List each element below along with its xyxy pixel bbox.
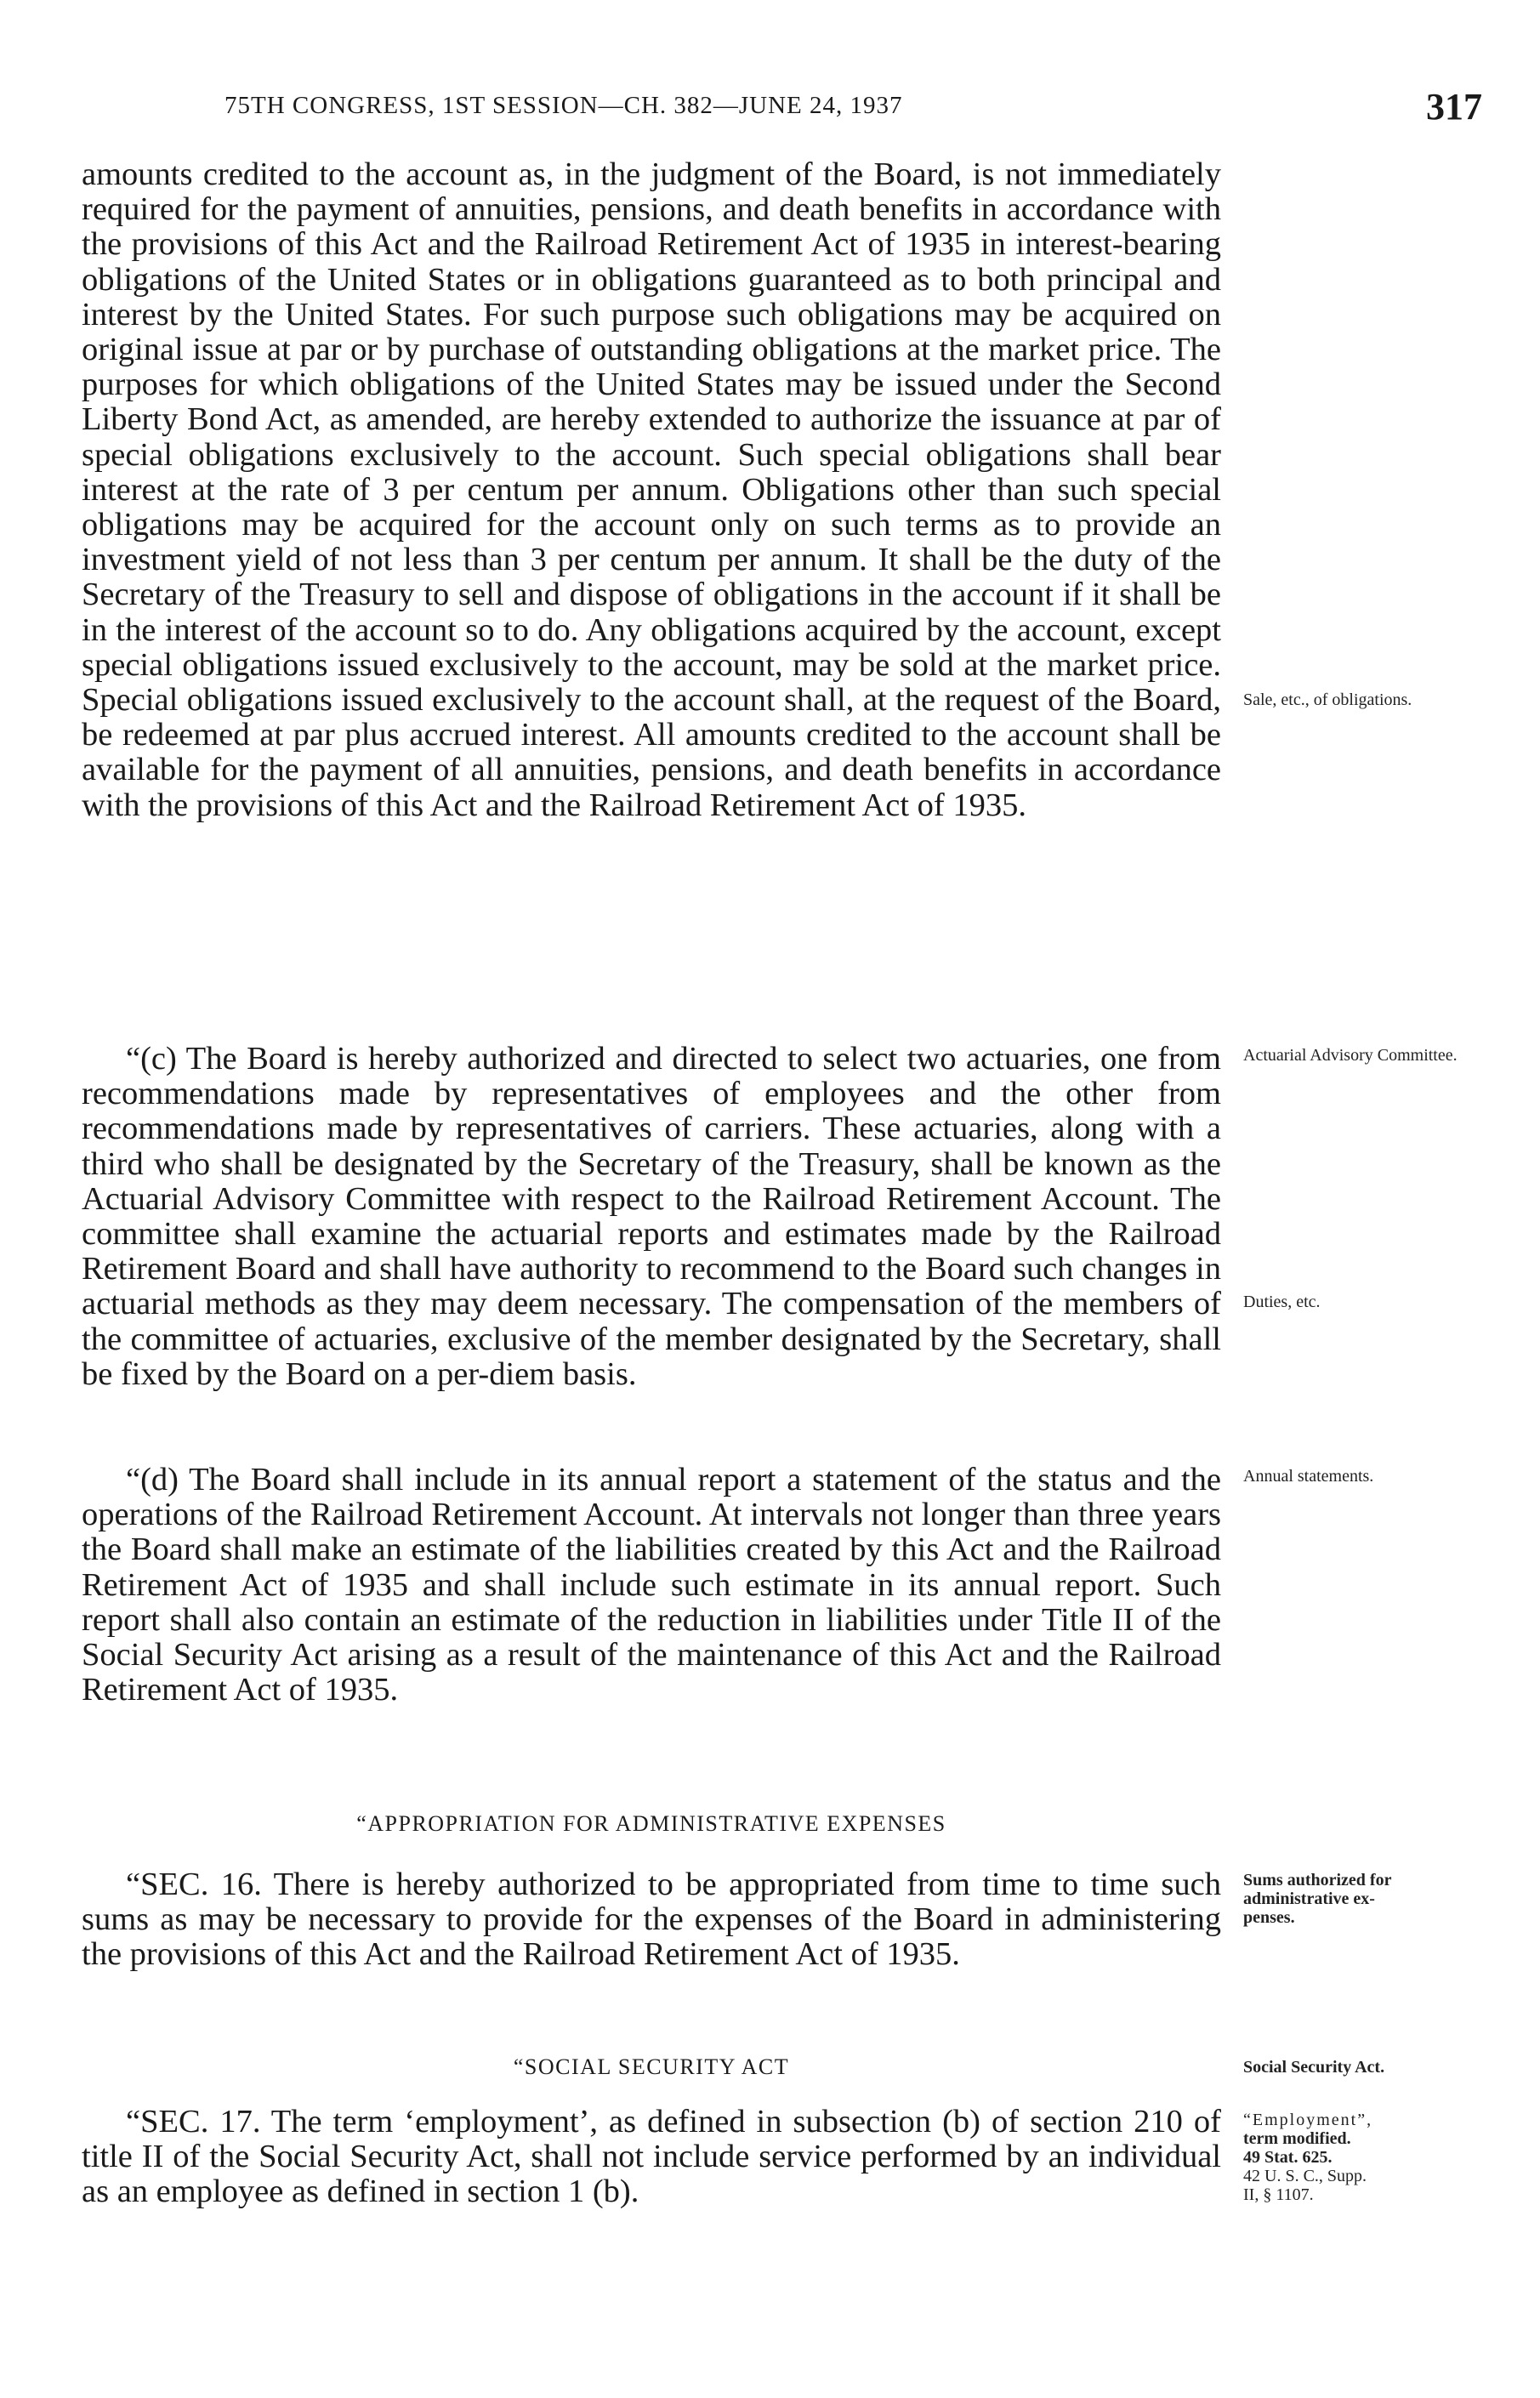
page-header bbox=[224, 86, 1489, 133]
section-17 bbox=[82, 2105, 1221, 2210]
section-16 bbox=[82, 1867, 1221, 1973]
margin-note-sums-line-1: Sums authorized for bbox=[1243, 1871, 1392, 1889]
margin-note-employment-line-1: “Employment”, bbox=[1243, 2111, 1373, 2129]
body-paragraph-continuation bbox=[82, 157, 1221, 823]
margin-note-social: Social Security Act. bbox=[1243, 2058, 1385, 2077]
margin-note-annual: Annual statements. bbox=[1243, 1467, 1374, 1486]
margin-note-sale: Sale, etc., of obligations. bbox=[1243, 690, 1412, 709]
section-17-text: “SEC. 17. The term ‘employment’, as defined in subsection (b) of section 210 of title II of the Social Security Act, shall not include service performed by an individual as an employee as defined in section 1 (b). bbox=[82, 2104, 1221, 2210]
page-number: 317 bbox=[1426, 86, 1482, 128]
continuation-text: amounts credited to the account as, in the judgment of the Board, is not immediately required for the payment of annuities, pensions, and death benefits in accordance with the provisions of this Act and the Railroad Retirement Act of 1935 in interest-bearing obligations of the United States or in obligations guaranteed as to both principal and interest by the United States. For such purpose such obligations may be acquired on original issue at par or by purchase of outstanding obligations at the market price. The purposes for which obligations of the United States may be issued under the Second Liberty Bond Act, as amended, are hereby extended to authorize the issuance at par of special obligations exclusively to the account. Such special obligations shall bear interest at the rate of 3 per centum per annum. Obligations other than such special obligations may be acquired for the account only on such terms as to provide an investment yield of not less than 3 per centum per annum. It shall be the duty of the Secretary of the Treasury to sell and dispose of obligations in the account if it shall be in the interest of the account so to do. Any obligations acquired by the account, except special obligations issued exclusively to the account, may be sold at the market price. Special obligations issued exclusively to the account shall, at the request of the Board, be redeemed at par plus accrued interest. All amounts credited to the account shall be available for the payment of all annuities, pensions, and death benefits in accordance with the provisions of this Act and the Railroad Retirement Act of 1935. bbox=[82, 156, 1221, 823]
body-paragraph-d bbox=[82, 1463, 1221, 1708]
margin-note-employment-line-3: 49 Stat. 625. bbox=[1243, 2148, 1333, 2167]
margin-note-sums-line-3: penses. bbox=[1243, 1908, 1295, 1927]
heading-appropriation: “APPROPRIATION FOR ADMINISTRATIVE EXPENSES bbox=[356, 1811, 946, 1836]
paragraph-c-text: “(c) The Board is hereby authorized and directed to select two actuaries, one from recommendations made by representatives of employees and the other from recommendations made by representatives of carriers. These actuaries, along with a third who shall be designated by the Secretary of the Treasury, shall be known as the Actuarial Advisory Committee with respect to the Railroad Retirement Account. The committee shall examine the actuarial reports and estimates made by the Railroad Retirement Board and shall have authority to recommend to the Board such changes in actuarial methods as they may deem necessary. The compensation of the members of the committee of actuaries, exclusive of the member designated by the Secretary, shall be fixed by the Board on a per-diem basis. bbox=[82, 1041, 1221, 1392]
running-head: 75TH CONGRESS, 1ST SESSION—CH. 382—JUNE 24, 1937 bbox=[224, 92, 903, 119]
margin-note-actuarial: Actuarial Advisory Committee. bbox=[1243, 1046, 1458, 1065]
margin-note-employment-line-5: II, § 1107. bbox=[1243, 2185, 1314, 2204]
heading-social-security: “SOCIAL SECURITY ACT bbox=[513, 2054, 790, 2079]
margin-note-employment bbox=[1243, 2111, 1498, 2204]
body-paragraph-c bbox=[82, 1042, 1221, 1392]
margin-note-employment-line-4: 42 U. S. C., Supp. bbox=[1243, 2167, 1367, 2185]
margin-note-sums bbox=[1243, 1871, 1498, 1927]
margin-note-sums-line-2: administrative ex- bbox=[1243, 1889, 1375, 1908]
paragraph-d-text: “(d) The Board shall include in its annual report a statement of the status and the operations of the Railroad Retirement Account. At intervals not longer than three years the Board shall make an estimate of the liabilities created by this Act and the Railroad Retirement Act of 1935 and shall include such estimate in its annual report. Such report shall also contain an estimate of the reduction in liabilities under Title II of the Social Security Act arising as a result of the maintenance of this Act and the Railroad Retirement Act of 1935. bbox=[82, 1462, 1221, 1708]
margin-note-duties: Duties, etc. bbox=[1243, 1293, 1321, 1311]
section-16-text: “SEC. 16. There is hereby authorized to be appropriated from time to time such sums as may be necessary to provide for the expenses of the Board in administering the provisions of this Act and the Railroad Retirement Act of 1935. bbox=[82, 1867, 1221, 1973]
margin-note-employment-line-2: term modified. bbox=[1243, 2129, 1351, 2148]
